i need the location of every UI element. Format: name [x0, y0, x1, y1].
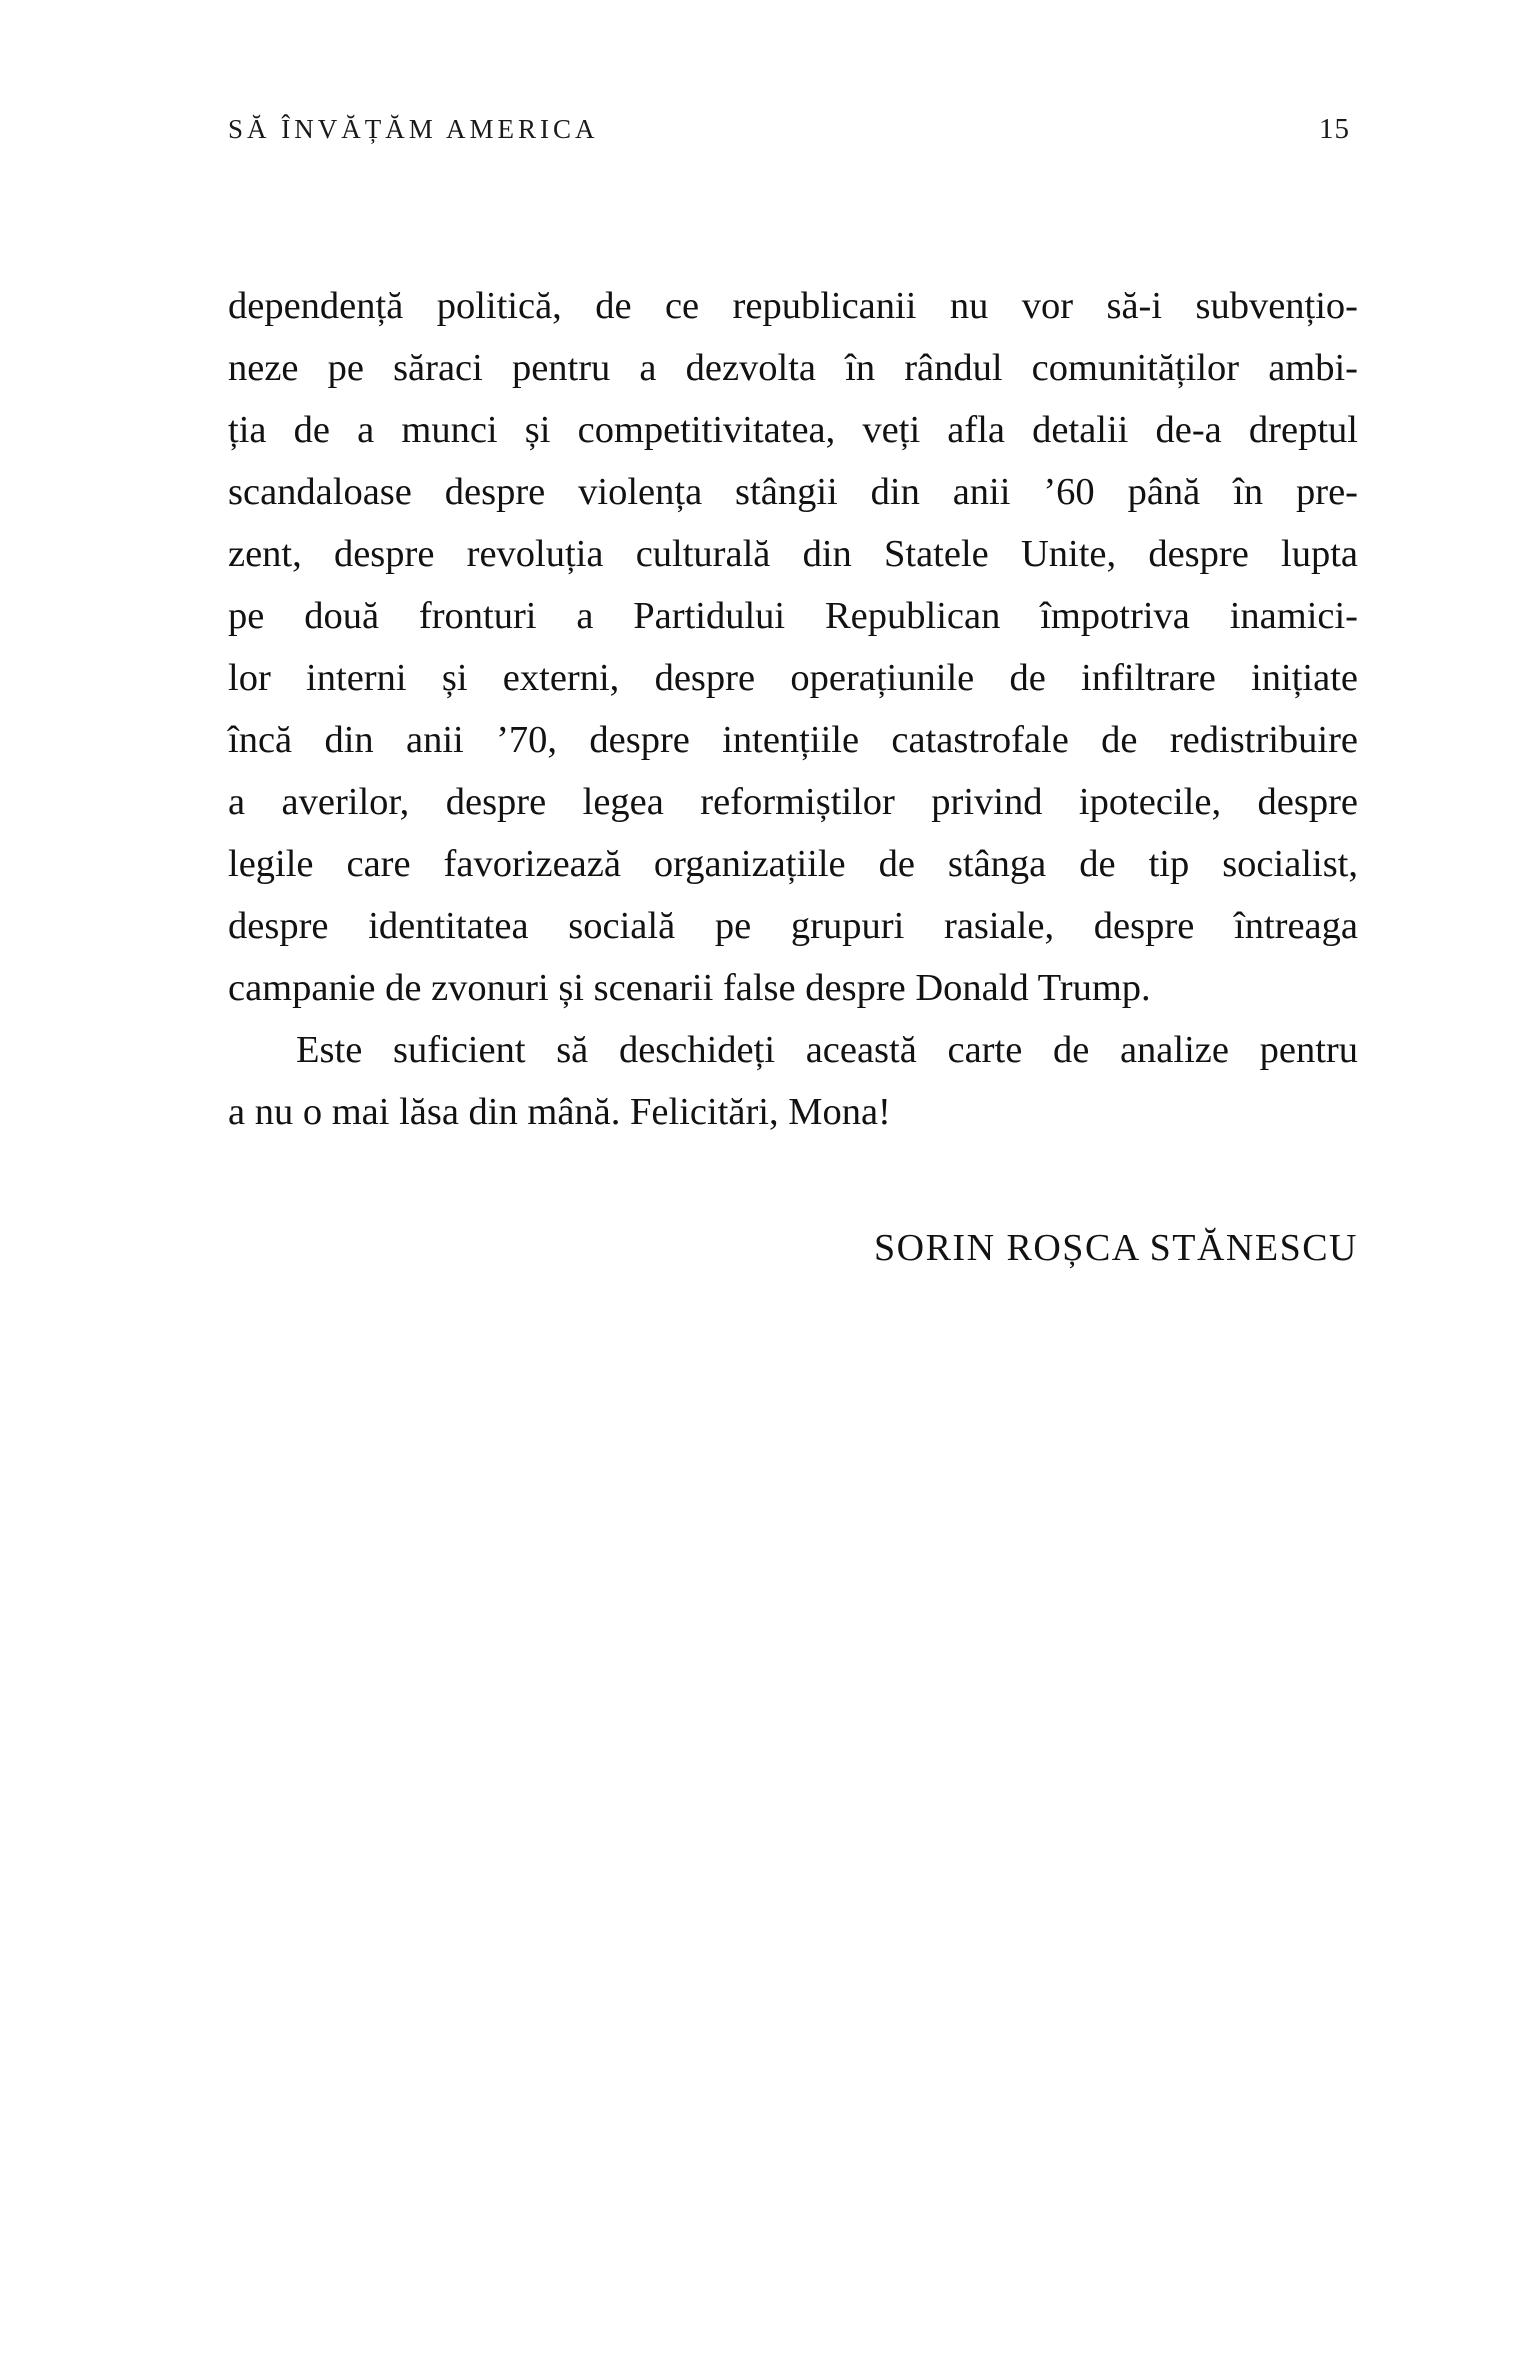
body-text-line: încă din anii ’70, despre intențiile catastrofale de redistribuire [228, 719, 1358, 761]
body-text-line: neze pe săraci pentru a dezvolta în rândul comunităților ambi- [228, 347, 1358, 389]
body-text [228, 275, 1358, 1279]
author-signature: SORIN ROȘCA STĂNESCU [874, 1227, 1358, 1269]
body-text-line: ția de a munci și competitivitatea, veți afla detalii de-a dreptul [228, 409, 1358, 451]
body-text-line: Este suficient să deschideți această carte de analize pentru [296, 1029, 1358, 1071]
body-text-line: a averilor, despre legea reformiștilor privind ipotecile, despre [228, 781, 1358, 823]
body-text-line: a nu o mai lăsa din mână. Felicitări, Mona! [228, 1091, 891, 1133]
body-text-line: despre identitatea socială pe grupuri rasiale, despre întreaga [228, 905, 1358, 947]
page-content [228, 113, 1358, 1279]
body-text-line: lor interni și externi, despre operațiunile de infiltrare inițiate [228, 657, 1358, 699]
running-title: SĂ ÎNVĂȚĂM AMERICA [228, 114, 599, 144]
paragraph-2 [228, 1019, 1358, 1143]
running-head [228, 113, 1358, 147]
body-text-line: dependență politică, de ce republicanii nu vor să-i subvențio- [228, 285, 1358, 327]
body-text-line: pe două fronturi a Partidului Republican împotriva inamici- [228, 595, 1358, 637]
body-text-line: legile care favorizează organizațiile de stânga de tip socialist, [228, 843, 1358, 885]
body-text-line: campanie de zvonuri și scenarii false despre Donald Trump. [228, 967, 1151, 1009]
body-text-line: scandaloase despre violența stângii din anii ’60 până în pre- [228, 471, 1358, 513]
paragraph-1 [228, 275, 1358, 1019]
page-number: 15 [1319, 113, 1350, 145]
body-text-line: zent, despre revoluția culturală din Statele Unite, despre lupta [228, 533, 1358, 575]
